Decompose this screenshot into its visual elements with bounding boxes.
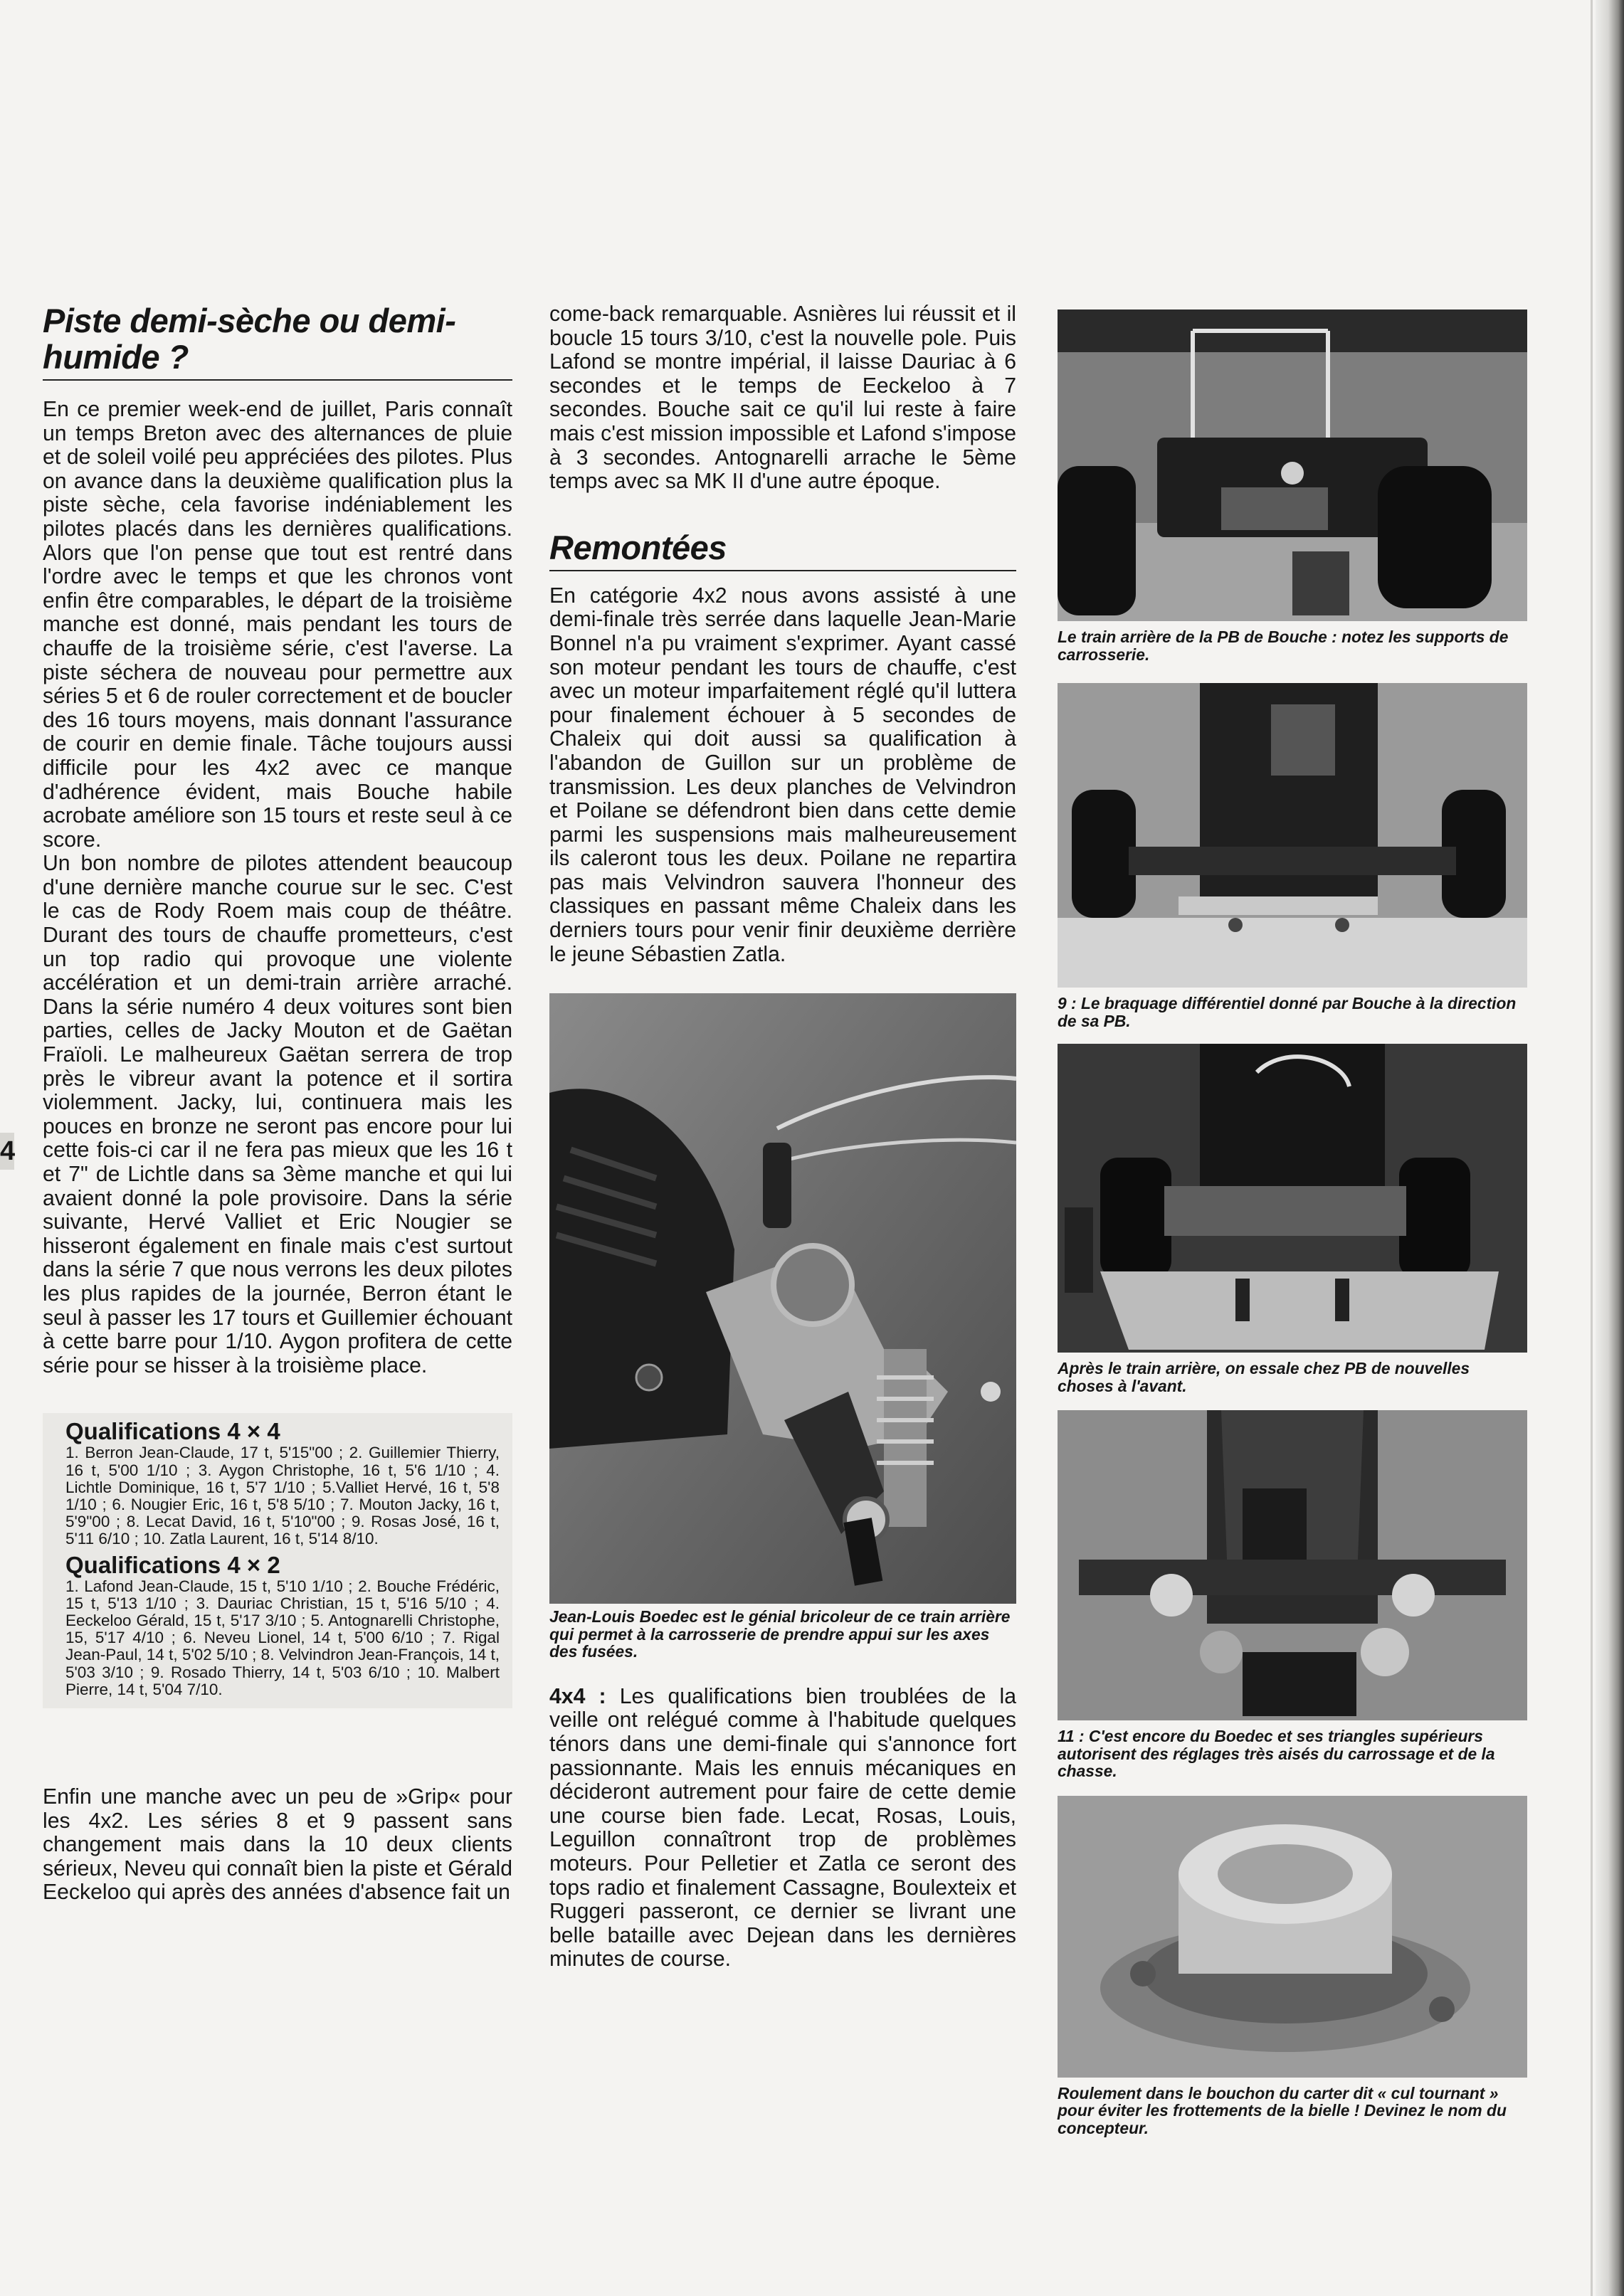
photo-caption-pb-rear: Le train arrière de la PB de Bouche : notez les supports de carrosserie. (1058, 628, 1509, 664)
results-title-4x4: Qualifications 4 × 4 (65, 1418, 280, 1445)
photo-pb-rear-train (1058, 310, 1527, 621)
photo-rear-suspension-closeup (549, 993, 1016, 1604)
article-body-left (43, 398, 512, 1377)
photo-crankcase-bearing-image (1058, 1796, 1527, 2078)
page-binding-edge (1596, 0, 1624, 2296)
photo-boedec-triangles-image (1058, 1410, 1527, 1720)
photo-crankcase-bearing (1058, 1796, 1527, 2078)
photo-pb-front (1058, 1044, 1527, 1353)
photo-caption-pb-front: Après le train arrière, on essale chez PB de nouvelles choses à l'avant. (1058, 1359, 1470, 1395)
results-list-4x4: 1. Berron Jean-Claude, 17 t, 5'15"00 ; 2. Guillemier Thierry, 16 t, 5'00 1/10 ; 3. Aygon Christophe, 16 t, 5'6 1/10 ; 4. Lichtle Dominique, 16 t, 5'7 1/10 ; 5.Valliet Hervé, 16 t, 5'8 1/10 ; 6. Nougier Eric, 16 t, 5'8 5/10 ; 7. Mouton Jacky, 16 t, 5'9"00 ; 8. Lecat David, 16 t, 5'10"00 ; 9. Rosas José, 16 t, 5'11 6/10 ; 10. Zatla Laurent, 16 t, 5'14 8/10. (65, 1444, 500, 1548)
paragraph-4x4-text: Les qualifications bien troublées de la veille ont relégué comme à l'habitude quelques ténors dans une demi-finale qui s'annonce fort passionnante. Mais les ennuis mécaniques en décideront autrement pour faire de cette demie une course bien fade. Lecat, Rosas, Louis, Leguillon connaîtront trop de problèmes moteurs. Pour Pelletier et Zatla ce seront des tops radio et finalement Cassagne, Boulexteix et Ruggeri passeront, ce dernier se livrant une belle bataille avec Dejean dans les dernières minutes de course. (549, 1684, 1016, 1972)
photo-rear-suspension-image (549, 993, 1016, 1604)
photo-pb-rear-train-image (1058, 310, 1527, 621)
page-edge-line (1591, 0, 1593, 2296)
paragraph-continuation: come-back remarquable. Asnières lui réussit et il boucle 15 tours 3/10, c'est la nouvelle pole. Puis Lafond se montre impérial, il laisse Dauriac à 6 secondes et le temps de Eeckeloo à 7 secondes. Bouche sait ce qu'il lui reste à faire mais c'est mission impossible et Lafond s'impose à 3 secondes. Antognarelli arrache le 5ème temps avec sa MK II d'une autre époque. (549, 302, 1016, 494)
results-title-4x2: Qualifications 4 × 2 (65, 1551, 280, 1578)
photo-boedec-triangles (1058, 1410, 1527, 1720)
section-heading-remontees: Remontées (549, 529, 1016, 571)
photo-caption-braquage: 9 : Le braquage différentiel donné par Bouche à la direction de sa PB. (1058, 994, 1517, 1030)
paragraph: En ce premier week-end de juillet, Paris connaît un temps Breton avec des alternances de pluie et de soleil voilé peu appréciées des pilotes. Plus on avance dans la deuxième qualification plus la piste sèche, cela favorise indéniablement les pilotes placés dans les dernières qualifications. Alors que l'on pense que tout est rentré dans l'ordre avec le temps et que les chronos vont enfin être comparables, le départ de la troisième manche est donné, mais pendant les tours de chauffe de la troisième série, c'est l'averse. La piste séchera de nouveau pour permettre aux séries 5 et 6 de rouler correctement et de boucler des 16 tours moyens, mais donnant l'assurance de courir en demie finale. Tâche toujours aussi difficile pour les 4x2 avec ce manque d'adhérence évident, mais Bouche habile acrobate améliore son 15 tours et reste seul à ce score. (43, 398, 512, 852)
section-heading-piste: Piste demi-sèche ou demi-humide ? (43, 302, 512, 381)
photo-caption-boedec-triangles: 11 : C'est encore du Boedec et ses triangles supérieurs autorisent des réglages très aisés du carrossage et de la chasse. (1058, 1727, 1495, 1780)
results-box (43, 1413, 512, 1708)
photo-differential-steering (1058, 683, 1527, 988)
column-right (1058, 310, 1527, 2137)
column-left (43, 302, 512, 1905)
photo-pb-front-image (1058, 1044, 1527, 1353)
lead-label-4x4: 4x4 : (549, 1684, 606, 1708)
paragraph-remontees: En catégorie 4x2 nous avons assisté à une demi-finale très serrée dans laquelle Jean-Marie Bonnel n'a pu vraiment s'exprimer. Ayant cassé son moteur pendant les tours de chauffe, c'est avec un moteur imparfaitement réglé qu'il luttera pour finalement échouer à 5 secondes de Chaleix qui doit aussi sa qualification à l'abandon de Guillon sur un problème de transmission. Les deux planches de Velvindron et Poilane se défendront bien dans cette demie parmi les suspensions mais malheureusement ils caleront tous les deux. Poilane ne repartira pas mais Velvindron sauvera l'honneur des classiques en passant même Chaleix dans les derniers tours pour venir finir deuxième derrière le jeune Sébastien Zatla. (549, 583, 1016, 966)
page-number: 4 (0, 1133, 14, 1170)
paragraph: Un bon nombre de pilotes attendent beaucoup d'une dernière manche courue sur le sec. C'est le cas de Rody Roem mais coup de théâtre. Durant des tours de chauffe prometteurs, c'est un top radio qui provoque une violente accélération et un demi-train arrière arraché. Dans la série numéro 4 deux voitures sont bien parties, celles de Jacky Mouton et de Gaëtan Fraïoli. Le malheureux Gaëtan serrera de trop près le vibreur avant la potence et il sortira violemment. Jacky, lui, continuera mais les pouces en bronze ne seront pas encore pour lui cette fois-ci car il ne fera pas mieux que les 16 t et 7" de Lichtle dans sa 3ème manche et qui lui avaient donné la pole provisoire. Dans la série suivante, Hervé Valliet et Eric Nougier se hisseront également en finale mais c'est surtout dans la série 7 que nous verrons les deux pilotes les plus rapides de la journée, Berron étant le seul à passer les 17 tours et Guillemier échouant à cette barre pour 1/10. Aygon profitera de cette série pour se hisser à la troisième place. (43, 852, 512, 1377)
paragraph-4x4 (549, 1685, 1016, 1972)
photo-caption-boedec: Jean-Louis Boedec est le génial bricoleur de ce train arrière qui permet à la carrosserie de prendre appui sur les axes des fusées. (549, 1607, 1011, 1661)
column-middle (549, 302, 1016, 1972)
paragraph-closing: Enfin une manche avec un peu de »Grip« pour les 4x2. Les séries 8 et 9 passent sans changement mais dans la 10 deux clients sérieux, Neveu qui connaît bien la piste et Gérald Eeckeloo qui après des années d'absence fait un (43, 1784, 512, 1905)
results-list-4x2: 1. Lafond Jean-Claude, 15 t, 5'10 1/10 ; 2. Bouche Frédéric, 15 t, 5'13 1/10 ; 3. Dauriac Christian, 15 t, 5'16 5/10 ; 4. Eeckeloo Gérald, 15 t, 5'17 3/10 ; 5. Antognarelli Christophe, 15, 5'17 4/10 ; 6. Neveu Lionel, 14 t, 5'00 6/10 ; 7. Rigal Jean-Paul, 14 t, 5'02 5/10 ; 8. Velvindron Jean-François, 14 t, 5'03 3/10 ; 9. Rosado Thierry, 14 t, 5'03 6/10 ; 10. Malbert Pierre, 14 t, 5'04 7/10. (65, 1577, 500, 1698)
photo-caption-bearing: Roulement dans le bouchon du carter dit « cul tournant » pour éviter les frottements de la bielle ! Devinez le nom du concepteur. (1058, 2083, 1507, 2137)
photo-differential-steering-image (1058, 683, 1527, 988)
